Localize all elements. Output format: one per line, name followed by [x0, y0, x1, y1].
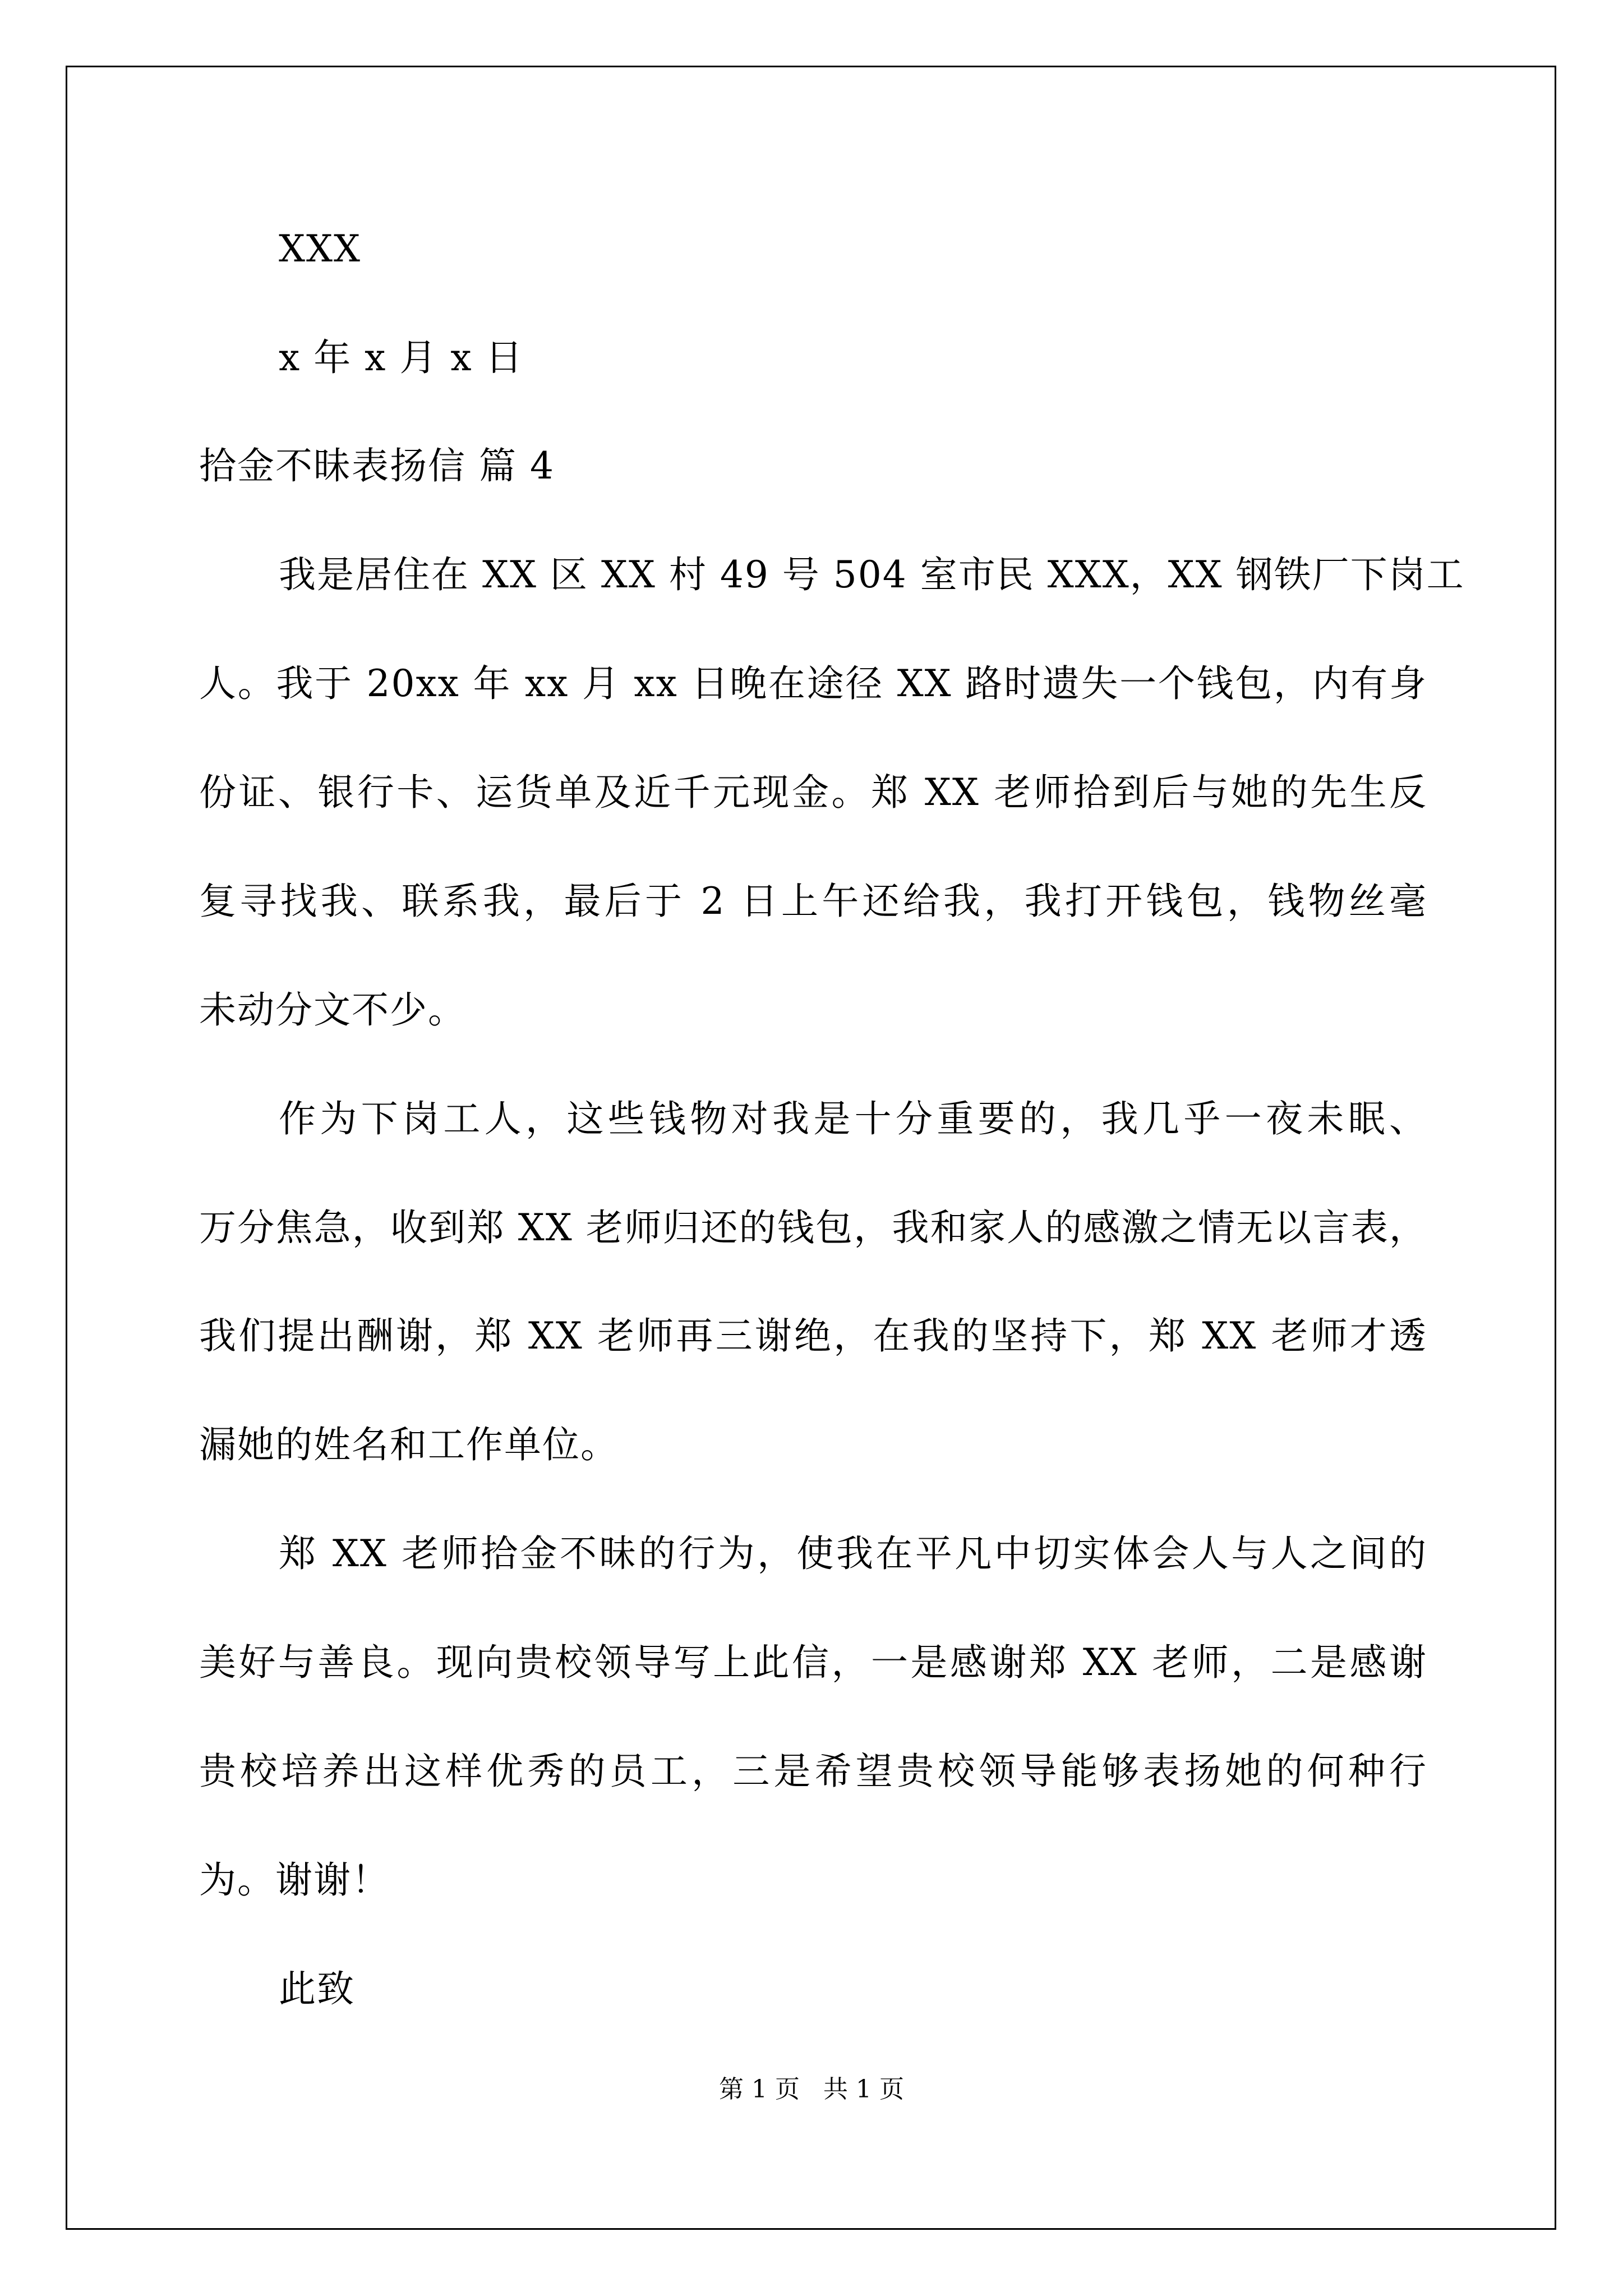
date: x 年 x 月 x 日 [279, 336, 524, 379]
paragraph-1-line: 未动分文不少。 [199, 988, 466, 1032]
page-footer: 第 1 页 共 1 页 [719, 2075, 904, 2104]
paragraph-3-line: 郑 XX 老师拾金不昧的行为，使我在平凡中切实体会人与人之间的 [279, 1532, 1427, 1575]
closing: 此致 [279, 1967, 355, 2010]
signature: XXX [279, 227, 361, 270]
paragraph-2-line: 万分焦急，收到郑 XX 老师归还的钱包，我和家人的感激之情无以言表， [199, 1206, 1427, 1249]
paragraph-2-line: 作为下岗工人，这些钱物对我是十分重要的，我几乎一夜未眠、 [279, 1097, 1427, 1140]
paragraph-1-line: 份证、银行卡、运货单及近千元现金。郑 XX 老师拾到后与她的先生反 [199, 771, 1427, 814]
paragraph-3-line: 为。谢谢！ [199, 1858, 390, 1902]
paragraph-1-line: 我是居住在 XX 区 XX 村 49 号 504 室市民 XXX，XX 钢铁厂下岗工 [279, 553, 1465, 596]
paragraph-1-line: 人。我于 20xx 年 xx 月 xx 日晚在途径 XX 路时遗失一个钱包，内有身 [199, 662, 1427, 705]
paragraph-1-line: 复寻找我、联系我，最后于 2 日上午还给我，我打开钱包，钱物丝毫 [199, 880, 1427, 923]
paragraph-2-line: 漏她的姓名和工作单位。 [199, 1423, 619, 1466]
paragraph-3-line: 贵校培养出这样优秀的员工，三是希望贵校领导能够表扬她的何种行 [199, 1750, 1427, 1793]
paragraph-2-line: 我们提出酬谢，郑 XX 老师再三谢绝，在我的坚持下，郑 XX 老师才透 [199, 1314, 1427, 1358]
paragraph-3-line: 美好与善良。现向贵校领导写上此信，一是感谢郑 XX 老师，二是感谢 [199, 1641, 1427, 1684]
section-title: 拾金不昧表扬信 篇 4 [199, 444, 555, 487]
page-border [66, 66, 1556, 2230]
